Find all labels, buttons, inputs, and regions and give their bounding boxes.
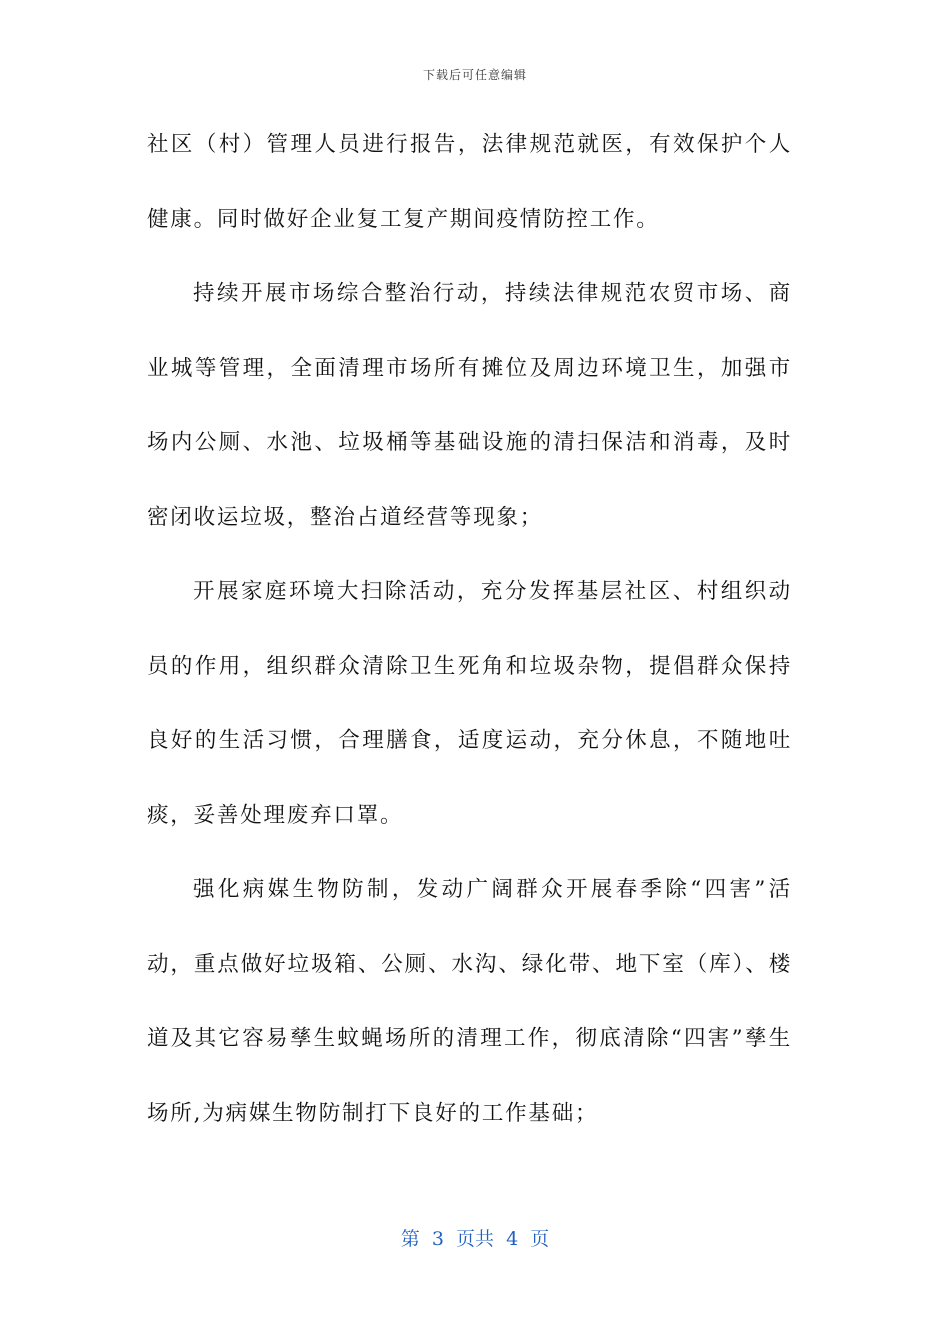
paragraph: 强化病媒生物防制，发动广阔群众开展春季除“四害”活动，重点做好垃圾箱、公厕、水沟、绿化带、地下室（库）、楼道及其它容易孳生蚊蝇场所的清理工作，彻底清除“四害”孳生场所,为病媒生物防制打下良好的工作基础； bbox=[147, 877, 792, 1126]
header-note: 下载后可任意编辑 bbox=[422, 68, 527, 82]
document-body bbox=[147, 108, 792, 1151]
paragraph: 持续开展市场综合整治行动，持续法律规范农贸市场、商业城等管理，全面清理市场所有摊位及周边环境卫生，加强市场内公厕、水池、垃圾桶等基础设施的清扫保洁和消毒，及时密闭收运垃圾，整治占道经营等现象； bbox=[147, 281, 792, 530]
paragraph: 开展家庭环境大扫除活动，充分发挥基层社区、村组织动员的作用，组织群众清除卫生死角和垃圾杂物，提倡群众保持良好的生活习惯，合理膳食，适度运动，充分休息，不随地吐痰，妥善处理废弃口罩。 bbox=[147, 579, 792, 828]
page-number: 第 3 页共 4 页 bbox=[400, 1228, 550, 1250]
paragraph: 社区（村）管理人员进行报告，法律规范就医，有效保护个人健康。同时做好企业复工复产期间疫情防控工作。 bbox=[147, 132, 792, 232]
